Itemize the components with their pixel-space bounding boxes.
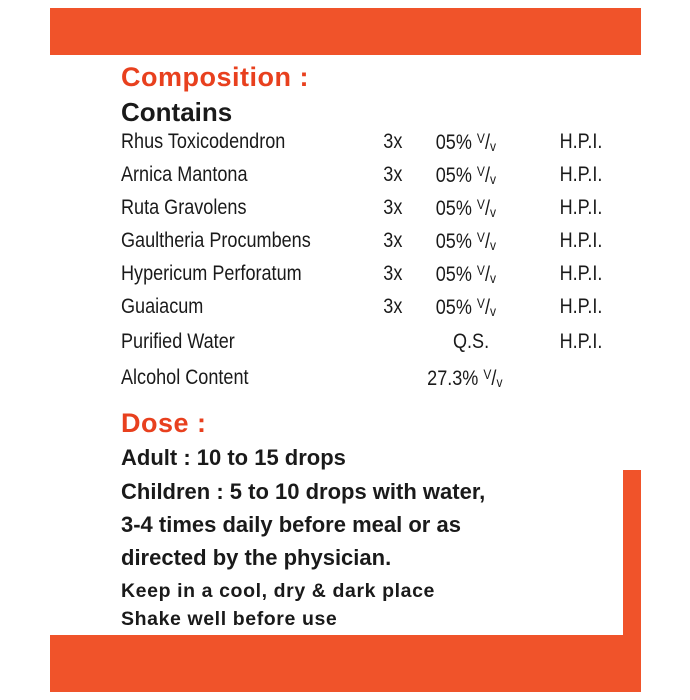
ingredient-percent: 05% $^V$/v [435,229,497,253]
water-amount: Q.S. [452,330,490,353]
ingredient-percent: 05% $^V$/v [435,130,497,154]
ingredient-standard: H.P.I. [559,163,603,186]
ingredient-potency: 3x [383,295,403,318]
ingredient-name: Ruta Gravolens [121,196,247,219]
ingredient-standard: H.P.I. [559,130,603,153]
right-color-band [623,470,641,636]
ingredient-potency: 3x [383,262,403,285]
alcohol-row [121,366,551,396]
ingredient-row [121,196,603,226]
ingredient-row [121,163,603,193]
alcohol-name: Alcohol Content [121,366,249,389]
ingredient-name: Gaultheria Procumbens [121,229,311,252]
dose-heading: Dose : [121,408,207,438]
alcohol-percent: 27.3% $^V$/v [427,366,503,390]
ingredient-name: Guaiacum [121,295,204,318]
ingredient-row [121,229,603,259]
ingredient-name: Rhus Toxicodendron [121,130,286,153]
bottom-color-band [50,635,641,692]
ingredient-name: Arnica Mantona [121,163,248,186]
ingredient-row [121,295,603,325]
water-name: Purified Water [121,330,235,353]
water-standard: H.P.I. [559,330,603,353]
dose-line: 3-4 times daily before meal or as [121,512,461,537]
top-color-band [50,8,641,55]
ingredient-potency: 3x [383,130,403,153]
dose-line: Children : 5 to 10 drops with water, [121,479,486,504]
ingredient-potency: 3x [383,163,403,186]
ingredient-standard: H.P.I. [559,262,603,285]
storage-line: Shake well before use [121,608,338,630]
ingredient-percent: 05% $^V$/v [435,262,497,286]
ingredient-potency: 3x [383,229,403,252]
ingredient-potency: 3x [383,196,403,219]
ingredient-name: Hypericum Perforatum [121,262,302,285]
dose-line: directed by the physician. [121,545,392,570]
ingredient-row [121,130,603,160]
ingredient-percent: 05% $^V$/v [435,295,497,319]
dose-line: Adult : 10 to 15 drops [121,445,346,470]
ingredient-standard: H.P.I. [559,295,603,318]
ingredient-row [121,262,603,292]
water-row [121,330,603,360]
composition-heading: Composition : [121,62,309,92]
contains-subheading: Contains [121,97,233,127]
ingredient-percent: 05% $^V$/v [435,163,497,187]
ingredient-standard: H.P.I. [559,229,603,252]
ingredient-standard: H.P.I. [559,196,603,219]
ingredient-percent: 05% $^V$/v [435,196,497,220]
storage-line: Keep in a cool, dry & dark place [121,580,435,602]
